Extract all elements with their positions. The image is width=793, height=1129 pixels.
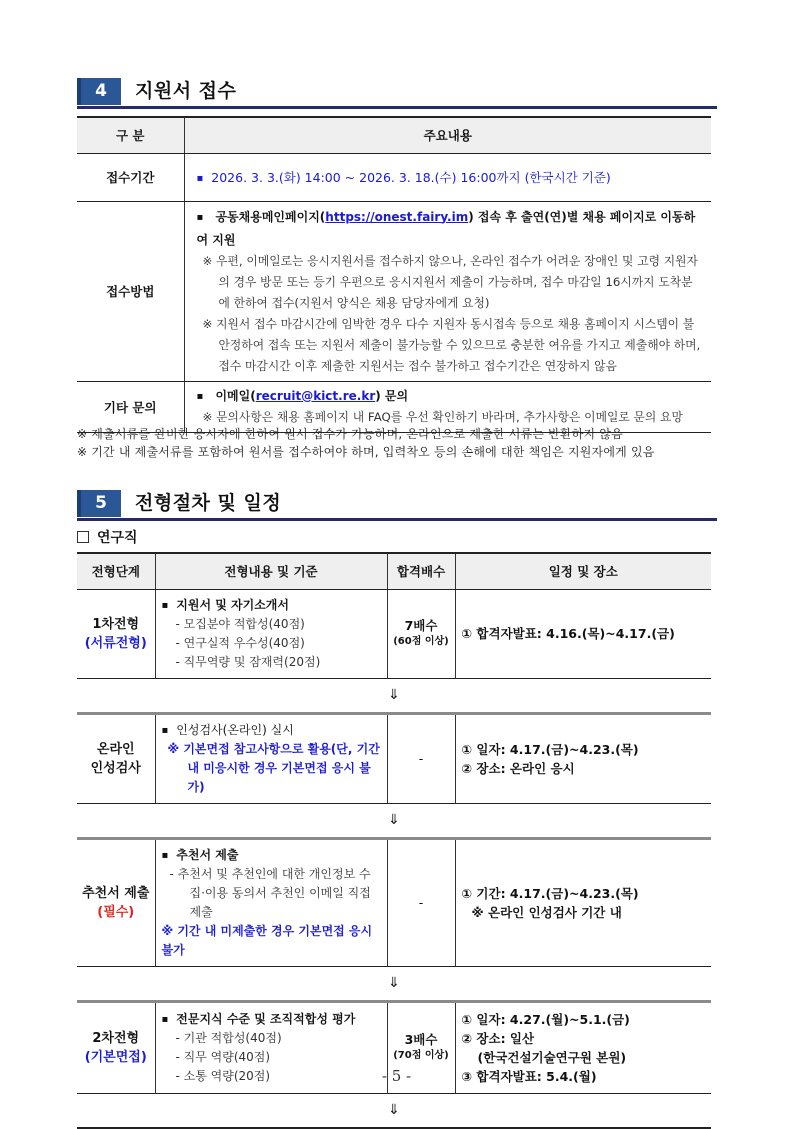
method-note-2: ※ 지원서 접수 마감시간에 임박한 경우 다수 지원자 동시접속 등으로 채용 홈페이지 시스템이 불안정하여 접속 또는 지원서 제출이 불가능할 수 있으므로 충분한 여유를 가지고 제출해야 하며, 접수 마감시간 이후 제출한 지원서는 접수 불가하고 접수기간은 연장하지 않음: [202, 316, 701, 373]
ratio-cell: 7배수 (60점 이상): [387, 589, 455, 678]
stage-row-2: [77, 713, 711, 803]
checkbox-square-icon: [77, 531, 89, 543]
table-row-period: [77, 153, 711, 201]
section-5-heading: [77, 490, 717, 520]
ratio-cell: -: [387, 838, 455, 966]
desc-cell: ▪ 인성검사(온라인) 실시 ※ 기본면접 참고사항으로 활용(단, 기간 내 미응시한 경우 기본면접 응시 불가): [155, 713, 387, 803]
arrow-row: [77, 678, 711, 713]
method-main: ▪ 공동채용메인페이지(https://onest.fairy.im) 접속 후 출연(연)별 채용 페이지로 이동하여 지원: [197, 206, 704, 251]
down-arrow-icon: ⇓: [388, 975, 400, 991]
section-number-badge: 5: [77, 490, 121, 517]
application-table: [77, 116, 711, 433]
section-title: 지원서 접수: [135, 80, 237, 102]
schedule-cell: ① 일자: 4.27.(월)~5.1.(금) ② 장소: 일산 (한국건설기술연구원 본원) ③ 합격자발표: 5.4.(월): [455, 1001, 711, 1093]
schedule-cell: ① 기간: 4.17.(금)~4.23.(목) ※ 온라인 인성검사 기간 내: [455, 838, 711, 966]
ratio-cell: -: [387, 713, 455, 803]
footnote-2: ※ 기간 내 제출서류를 포함하여 원서를 접수하여야 하며, 입력착오 등의 손해에 대한 책임은 지원자에게 있음: [77, 445, 655, 459]
section-rule: [77, 518, 717, 521]
header-schedule: 일정 및 장소: [455, 553, 711, 589]
row-content: [184, 153, 711, 201]
stage-cell: 2차전형 (기본면접): [77, 1001, 155, 1093]
row-label: 접수방법: [77, 201, 184, 381]
inquiry-main: ▪ 이메일(recruit@kict.re.kr) 문의: [197, 386, 704, 407]
header-category: 구 분: [77, 117, 184, 153]
section-rule: [77, 106, 717, 109]
table-row-method: [77, 201, 711, 381]
down-arrow-icon: ⇓: [388, 812, 400, 828]
schedule-cell: ① 합격자발표: 4.16.(목)~4.17.(금): [455, 589, 711, 678]
arrow-row: [77, 803, 711, 838]
selection-process-table: [77, 552, 711, 1129]
stage-cell: 온라인 인성검사: [77, 713, 155, 803]
stage-cell: 추천서 제출 (필수): [77, 838, 155, 966]
down-arrow-icon: ⇓: [77, 1093, 711, 1128]
table-header-row: [77, 553, 711, 589]
header-content: 전형내용 및 기준: [155, 553, 387, 589]
period-text: ▪ 2026. 3. 3.(화) 14:00 ~ 2026. 3. 18.(수) 16:00까지 (한국시간 기준): [197, 168, 704, 186]
footnotes: [77, 425, 717, 461]
portal-link[interactable]: https://onest.fairy.im: [325, 209, 469, 224]
subheading-research: 연구직: [77, 527, 138, 547]
ratio-cell: 3배수 (70점 이상): [387, 1001, 455, 1093]
arrow-row: [77, 1093, 711, 1128]
schedule-cell: ① 일자: 4.17.(금)~4.23.(목) ② 장소: 온라인 응시: [455, 713, 711, 803]
section-number-badge: 4: [77, 78, 121, 105]
section-title: 전형절차 및 일정: [135, 492, 282, 514]
row-label: 기타 문의: [77, 381, 184, 432]
stage-row-1: [77, 589, 711, 678]
desc-cell: ▪ 지원서 및 자기소개서 - 모집분야 적합성(40점) - 연구실적 우수성(40점) - 직무역량 및 잠재력(20점): [155, 589, 387, 678]
method-note-1: ※ 우편, 이메일로는 응시지원서를 접수하지 않으나, 온라인 접수가 어려운 장애인 및 고령 지원자의 경우 방문 또는 등기 우편으로 응시지원서 제출이 가능하며, 접수 마감일 16시까지 도착분에 한하여 접수(지원서 양식은 채용 담당자에게 요청): [202, 253, 698, 310]
desc-cell: ▪ 추천서 제출 - 추천서 및 추천인에 대한 개인정보 수집·이용 동의서 추천인 이메일 직접 제출 ※ 기간 내 미제출한 경우 기본면접 응시 불가: [155, 838, 387, 966]
stage-row-3: [77, 838, 711, 966]
down-arrow-icon: ⇓: [388, 687, 400, 703]
page-number: - 5 -: [381, 1067, 412, 1085]
inquiry-note: ※ 문의사항은 채용 홈페이지 내 FAQ를 우선 확인하기 바라며, 추가사항은 이메일로 문의 요망: [202, 409, 683, 424]
header-stage: 전형단계: [77, 553, 155, 589]
arrow-row: [77, 966, 711, 1001]
row-content: [184, 201, 711, 381]
email-link[interactable]: recruit@kict.re.kr: [255, 388, 376, 403]
table-header-row: [77, 117, 711, 153]
section-4-heading: [77, 78, 717, 108]
stage-cell: 1차전형 (서류전형): [77, 589, 155, 678]
header-ratio: 합격배수: [387, 553, 455, 589]
header-content: 주요내용: [184, 117, 711, 153]
desc-cell: ▪ 전문지식 수준 및 조직적합성 평가 - 기관 적합성(40점) - 직무 역량(40점) - 소통 역량(20점): [155, 1001, 387, 1093]
footnote-1: ※ 제출서류를 완비한 응시자에 한하여 원서 접수가 가능하며, 온라인으로 제출한 서류는 반환하지 않음: [77, 427, 623, 441]
row-label: 접수기간: [77, 153, 184, 201]
